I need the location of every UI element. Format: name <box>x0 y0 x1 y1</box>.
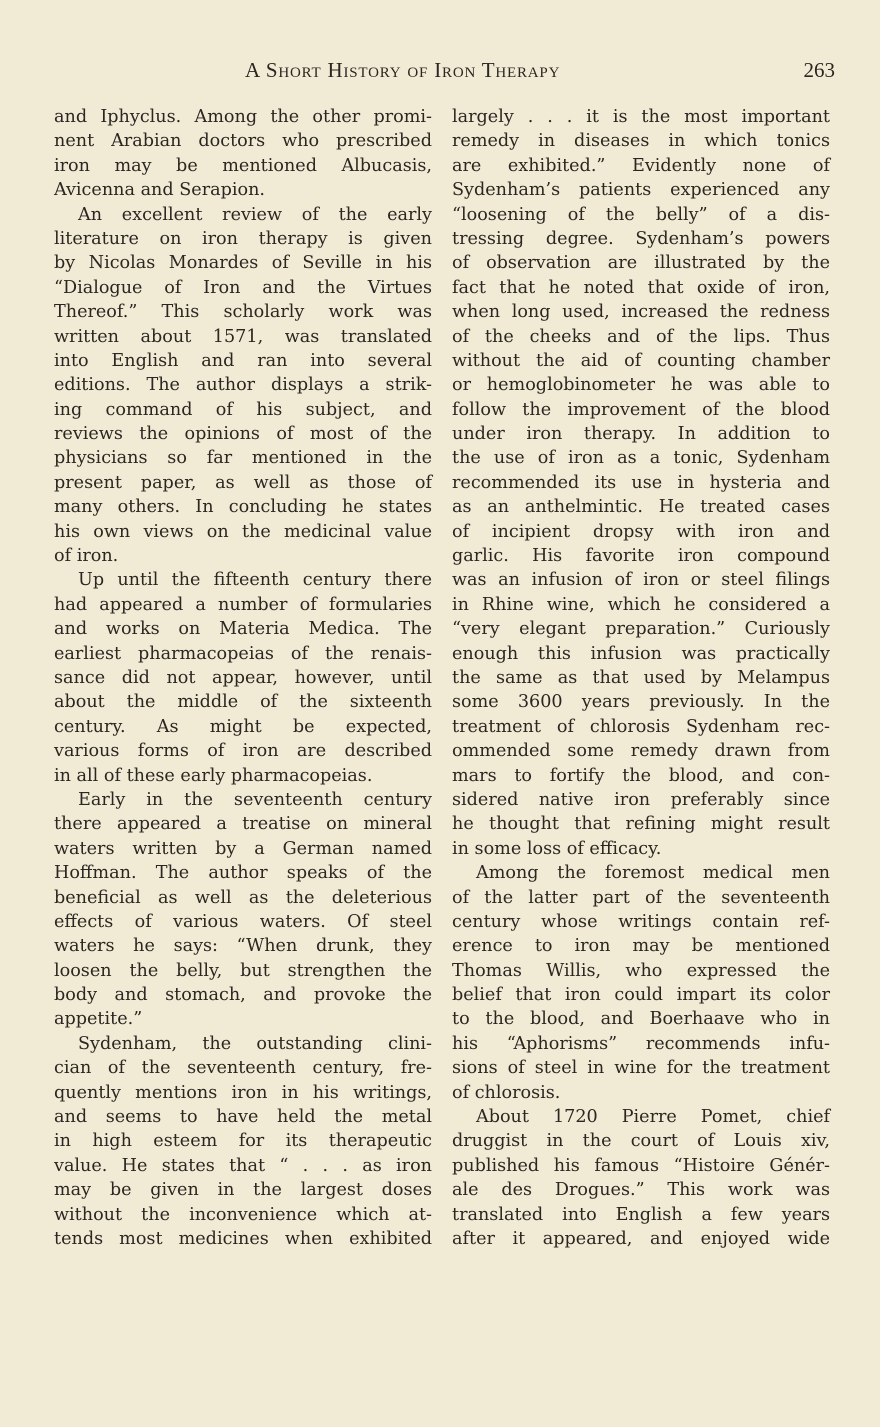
text-line: to the blood, and Boerhaave who in <box>452 1009 830 1030</box>
text-line: various forms of iron are described <box>54 741 432 762</box>
text-line: Hoffman. The author speaks of the <box>54 863 432 884</box>
text-line: Avicenna and Serapion. <box>54 180 266 201</box>
text-line: recommended its use in hysteria and <box>452 472 830 493</box>
text-line: erence to iron may be mentioned <box>452 936 830 957</box>
text-line: his own views on the medicinal value <box>54 521 432 542</box>
text-line: editions. The author displays a strik- <box>54 375 432 396</box>
text-line: largely . . . it is the most important <box>452 107 830 127</box>
text-line: after it appeared, and enjoyed wide <box>452 1228 830 1249</box>
text-line: literature on iron therapy is given <box>54 228 432 249</box>
text-line: Up until the fifteenth century there <box>78 570 432 591</box>
text-line: many others. In concluding he states <box>54 497 432 518</box>
text-line: in Rhine wine, which he considered a <box>452 594 830 615</box>
text-line: reviews the opinions of most of the <box>54 424 432 445</box>
text-line: as an anthelmintic. He treated cases <box>452 497 830 518</box>
text-line: by Nicolas Monardes of Seville in his <box>54 253 432 274</box>
text-line: in high esteem for its therapeutic <box>54 1131 432 1152</box>
text-line: published his famous “Histoire Génér- <box>452 1155 830 1176</box>
text-line: Early in the seventeenth century <box>78 789 432 810</box>
text-line: are exhibited.” Evidently none of <box>452 155 830 176</box>
text-line: waters he says: “When drunk, they <box>54 936 432 957</box>
text-line: ommended some remedy drawn from <box>452 741 830 762</box>
text-line: physicians so far mentioned in the <box>54 448 432 469</box>
text-line: Thomas Willis, who expressed the <box>452 960 830 981</box>
text-line: and seems to have held the metal <box>54 1107 432 1128</box>
text-line: had appeared a number of formularies <box>54 594 432 615</box>
text-line: sions of steel in wine for the treatment <box>452 1058 830 1079</box>
text-line: about the middle of the sixteenth <box>54 692 432 713</box>
text-line: fact that he noted that oxide of iron, <box>452 277 830 298</box>
text-line: in all of these early pharmacopeias. <box>54 765 373 786</box>
text-line: body and stomach, and provoke the <box>54 985 432 1006</box>
text-line: enough this infusion was practically <box>452 643 830 664</box>
text-line: he thought that refining might result <box>452 814 830 835</box>
text-line: garlic. His favorite iron compound <box>452 546 830 567</box>
text-line: of observation are illustrated by the <box>452 253 830 274</box>
text-line: century. As might be expected, <box>54 716 432 737</box>
text-line: earliest pharmacopeias of the renais- <box>54 643 432 664</box>
text-line: of incipient dropsy with iron and <box>452 521 830 542</box>
text-line: Sydenham, the outstanding clini- <box>78 1033 432 1054</box>
text-line: treatment of chlorosis Sydenham rec- <box>452 716 830 737</box>
text-line: waters written by a German named <box>54 838 432 859</box>
text-line: may be given in the largest doses <box>54 1180 432 1201</box>
text-line: cian of the seventeenth century, fre- <box>54 1058 432 1079</box>
text-line: ale des Drogues.” This work was <box>452 1180 830 1201</box>
text-line: mars to fortify the blood, and con- <box>452 765 830 786</box>
text-line: without the inconvenience which at- <box>54 1204 432 1225</box>
text-line: translated into English a few years <box>452 1204 830 1225</box>
text-line: some 3600 years previously. In the <box>452 692 830 713</box>
text-line: tends most medicines when exhibited <box>54 1228 432 1249</box>
text-line: Thereof.” This scholarly work was <box>54 302 432 323</box>
text-line: druggist in the court of Louis xiv, <box>452 1131 830 1152</box>
text-line: without the aid of counting chamber <box>452 350 830 371</box>
text-line: follow the improvement of the blood <box>452 399 830 420</box>
text-line: nent Arabian doctors who prescribed <box>54 131 432 152</box>
text-line: there appeared a treatise on mineral <box>54 814 432 835</box>
text-line: tressing degree. Sydenham’s powers <box>452 228 830 249</box>
text-line: sance did not appear, however, until <box>54 667 432 688</box>
text-line: his “Aphorisms” recommends infu- <box>452 1033 830 1054</box>
text-line: when long used, increased the redness <box>452 302 830 323</box>
text-line: was an infusion of iron or steel filings <box>452 570 830 591</box>
text-line: written about 1571, was translated <box>54 326 432 347</box>
text-line: effects of various waters. Of steel <box>54 911 432 932</box>
left-column <box>54 105 432 1251</box>
text-line: iron may be mentioned Albucasis, <box>54 155 432 176</box>
text-line: “very elegant preparation.” Curiously <box>452 619 830 640</box>
page-number: 263 <box>803 58 835 82</box>
text-line: belief that iron could impart its color <box>452 985 830 1006</box>
text-line: An excellent review of the early <box>78 204 432 225</box>
text-line: the same as that used by Melampus <box>452 667 830 688</box>
text-line: “loosening of the belly” of a dis- <box>452 204 830 225</box>
text-line: value. He states that “ . . . as iron <box>54 1155 432 1176</box>
right-column <box>452 105 830 1251</box>
text-line: and Iphyclus. Among the other promi- <box>54 107 432 127</box>
text-line: or hemoglobinometer he was able to <box>452 375 830 396</box>
text-line: loosen the belly, but strengthen the <box>54 960 432 981</box>
text-line: century whose writings contain ref- <box>452 911 830 932</box>
text-line: into English and ran into several <box>54 350 432 371</box>
text-line: sidered native iron preferably since <box>452 789 830 810</box>
running-title: A Short History of Iron Therapy <box>245 58 561 82</box>
text-line: “Dialogue of Iron and the Virtues <box>54 277 432 298</box>
text-line: quently mentions iron in his writings, <box>54 1082 432 1103</box>
text-line: appetite.” <box>54 1009 143 1030</box>
text-line: of chlorosis. <box>452 1082 561 1103</box>
text-line: remedy in diseases in which tonics <box>452 131 830 152</box>
text-line: ing command of his subject, and <box>54 399 432 420</box>
text-line: of the latter part of the seventeenth <box>452 887 830 908</box>
text-line: beneficial as well as the deleterious <box>54 887 432 908</box>
text-line: the use of iron as a tonic, Sydenham <box>452 448 830 469</box>
text-line: About 1720 Pierre Pomet, chief <box>476 1107 830 1128</box>
text-line: in some loss of efficacy. <box>452 838 662 859</box>
text-line: present paper, as well as those of <box>54 472 432 493</box>
text-line: and works on Materia Medica. The <box>54 619 432 640</box>
text-line: under iron therapy. In addition to <box>452 424 830 445</box>
text-line: Among the foremost medical men <box>476 863 830 884</box>
text-line: Sydenham’s patients experienced any <box>452 180 830 201</box>
running-head <box>245 58 835 88</box>
text-line: of iron. <box>54 546 119 567</box>
text-line: of the cheeks and of the lips. Thus <box>452 326 830 347</box>
